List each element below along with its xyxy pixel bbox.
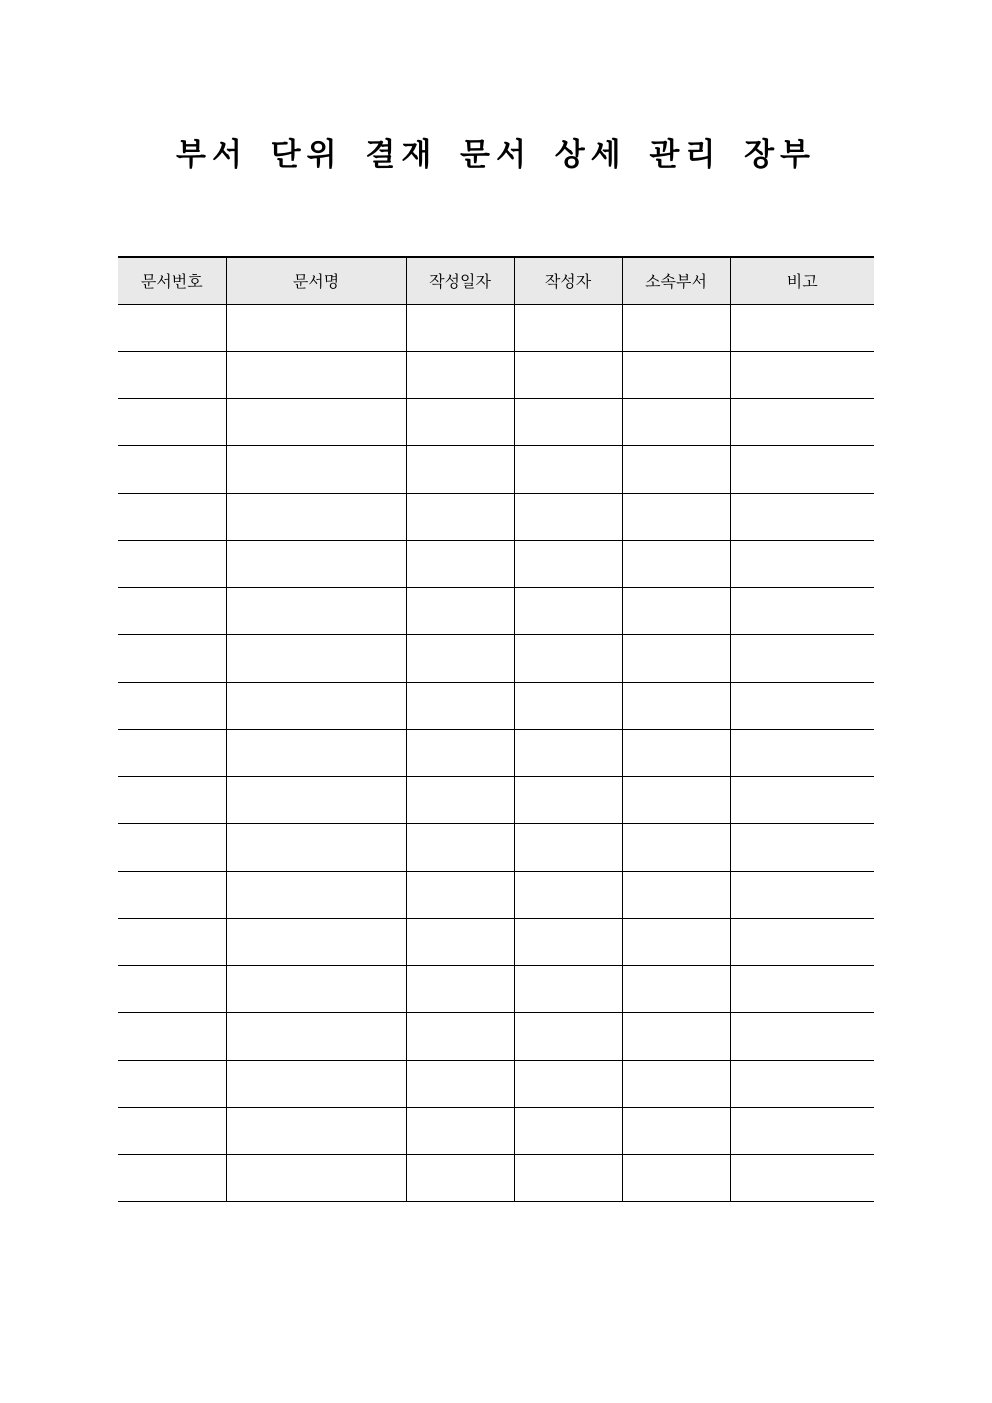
cell-remarks [730,1107,874,1154]
header-row [118,257,874,304]
page-title: 부서 단위 결재 문서 상세 관리 장부 [176,137,816,173]
cell-created-date [406,588,514,635]
cell-department [622,304,730,351]
cell-created-date [406,918,514,965]
table-row [118,918,874,965]
cell-remarks [730,493,874,540]
cell-remarks [730,1060,874,1107]
cell-document-name [226,824,406,871]
cell-document-name [226,682,406,729]
cell-created-date [406,824,514,871]
cell-author [514,1060,622,1107]
cell-department [622,1060,730,1107]
cell-created-date [406,729,514,776]
cell-document-number [118,824,226,871]
cell-remarks [730,1013,874,1060]
cell-remarks [730,351,874,398]
cell-author [514,540,622,587]
cell-author [514,1013,622,1060]
cell-document-name [226,493,406,540]
cell-author [514,446,622,493]
cell-remarks [730,682,874,729]
cell-remarks [730,966,874,1013]
table-row [118,540,874,587]
column-header-department: 소속부서 [622,257,730,304]
cell-document-number [118,1155,226,1202]
column-header-created-date: 작성일자 [406,257,514,304]
cell-document-name [226,1060,406,1107]
table-row [118,824,874,871]
cell-remarks [730,588,874,635]
table-row [118,729,874,776]
cell-document-number [118,1107,226,1154]
cell-document-name [226,635,406,682]
cell-remarks [730,824,874,871]
column-header-author: 작성자 [514,257,622,304]
table-row [118,682,874,729]
table-row [118,1107,874,1154]
cell-remarks [730,446,874,493]
column-header-document-number: 문서번호 [118,257,226,304]
cell-document-name [226,588,406,635]
cell-document-number [118,871,226,918]
cell-document-name [226,446,406,493]
cell-department [622,351,730,398]
cell-department [622,824,730,871]
cell-document-name [226,729,406,776]
table-row [118,446,874,493]
cell-department [622,588,730,635]
cell-document-name [226,1013,406,1060]
table-row [118,304,874,351]
cell-created-date [406,1013,514,1060]
cell-remarks [730,871,874,918]
cell-created-date [406,399,514,446]
cell-document-number [118,493,226,540]
table-body [118,304,874,1202]
cell-remarks [730,1155,874,1202]
table-row [118,399,874,446]
cell-document-number [118,351,226,398]
cell-author [514,304,622,351]
table-row [118,1155,874,1202]
cell-created-date [406,1107,514,1154]
cell-created-date [406,871,514,918]
cell-department [622,635,730,682]
table-row [118,966,874,1013]
cell-remarks [730,304,874,351]
cell-author [514,966,622,1013]
table-row [118,777,874,824]
cell-department [622,729,730,776]
table-row [118,1060,874,1107]
table-row [118,635,874,682]
cell-created-date [406,351,514,398]
document-ledger-table [118,256,874,1202]
table-row [118,871,874,918]
cell-department [622,682,730,729]
cell-author [514,729,622,776]
column-header-document-name: 문서명 [226,257,406,304]
cell-document-number [118,1013,226,1060]
cell-created-date [406,304,514,351]
table-row [118,493,874,540]
cell-remarks [730,729,874,776]
cell-document-number [118,446,226,493]
cell-author [514,682,622,729]
cell-document-number [118,635,226,682]
cell-created-date [406,777,514,824]
cell-document-number [118,918,226,965]
cell-created-date [406,635,514,682]
table-row [118,588,874,635]
cell-document-number [118,729,226,776]
cell-created-date [406,1155,514,1202]
cell-document-name [226,1155,406,1202]
cell-department [622,777,730,824]
cell-document-name [226,777,406,824]
cell-remarks [730,635,874,682]
cell-remarks [730,540,874,587]
cell-document-number [118,966,226,1013]
column-header-remarks: 비고 [730,257,874,304]
cell-document-number [118,682,226,729]
table-row [118,351,874,398]
cell-document-number [118,399,226,446]
cell-author [514,588,622,635]
cell-author [514,351,622,398]
cell-author [514,399,622,446]
cell-created-date [406,966,514,1013]
table-row [118,1013,874,1060]
cell-document-number [118,777,226,824]
cell-remarks [730,399,874,446]
cell-document-name [226,399,406,446]
cell-author [514,1155,622,1202]
cell-department [622,966,730,1013]
cell-author [514,871,622,918]
cell-created-date [406,682,514,729]
cell-created-date [406,1060,514,1107]
cell-document-name [226,540,406,587]
cell-department [622,446,730,493]
cell-department [622,918,730,965]
cell-document-number [118,1060,226,1107]
cell-created-date [406,493,514,540]
cell-department [622,1107,730,1154]
cell-author [514,493,622,540]
cell-author [514,777,622,824]
cell-department [622,493,730,540]
cell-department [622,871,730,918]
cell-document-name [226,871,406,918]
cell-document-name [226,351,406,398]
cell-remarks [730,777,874,824]
cell-author [514,635,622,682]
cell-remarks [730,918,874,965]
cell-document-number [118,304,226,351]
cell-department [622,540,730,587]
cell-department [622,399,730,446]
cell-document-name [226,1107,406,1154]
cell-created-date [406,540,514,587]
cell-created-date [406,446,514,493]
cell-author [514,1107,622,1154]
cell-document-number [118,588,226,635]
cell-author [514,824,622,871]
cell-document-name [226,304,406,351]
table-header [118,257,874,304]
cell-document-number [118,540,226,587]
cell-department [622,1013,730,1060]
cell-author [514,918,622,965]
cell-document-name [226,966,406,1013]
cell-department [622,1155,730,1202]
cell-document-name [226,918,406,965]
